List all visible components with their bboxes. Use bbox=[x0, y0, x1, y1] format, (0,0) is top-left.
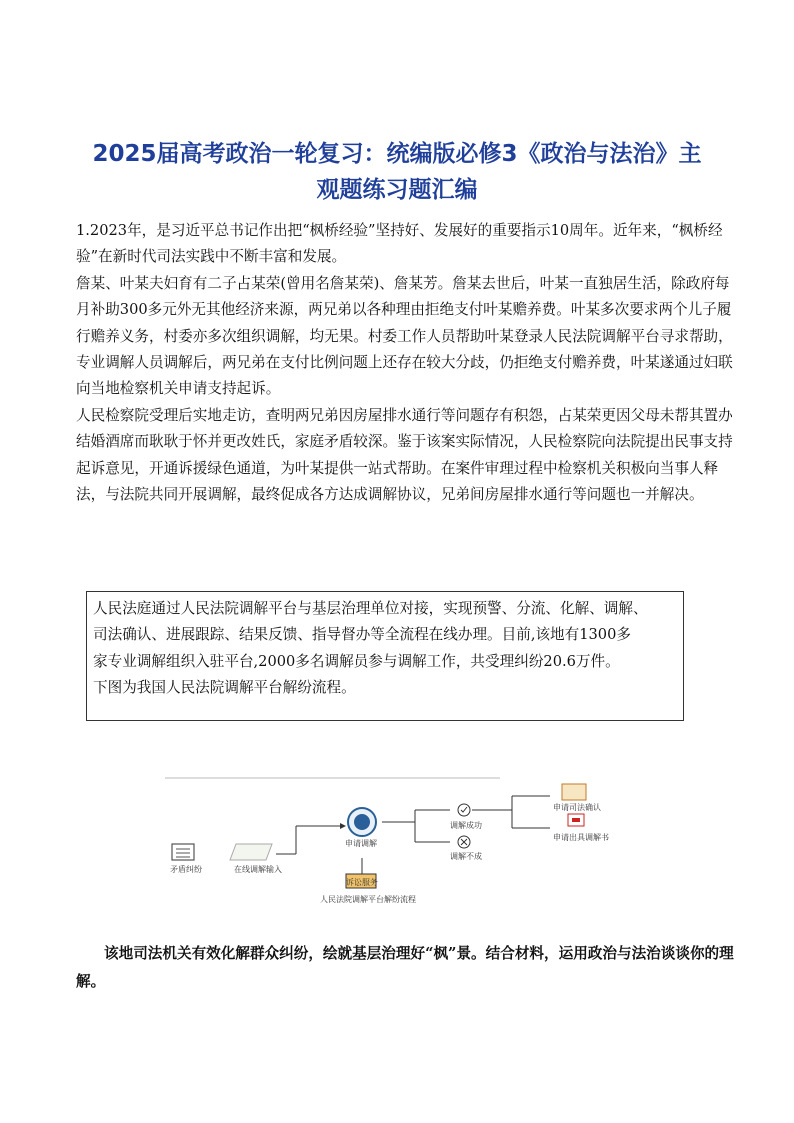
title-line-2: 观题练习题汇编 bbox=[316, 177, 478, 203]
label-book: 申请出具调解书 bbox=[553, 833, 609, 842]
material-box bbox=[86, 591, 684, 721]
mediation-flow-diagram bbox=[150, 770, 650, 920]
online-input-shape bbox=[230, 844, 272, 860]
paragraph: 詹某、叶某夫妇育有二子占某荣(曾用名詹某荣)、詹某芳。詹某去世后，叶某一直独居生活，除政府每月补助300多元外无其他经济来源，两兄弟以各种理由拒绝支付叶某赡养费。叶某多次要求两个儿子履行赡养义务，村委亦多次组织调解，均无果。村委工作人员帮助叶某登录人民法院调解平台寻求帮助，专业调解人员调解后，两兄弟在支付比例问题上还存在较大分歧，仍拒绝支付赡养费，叶某遂通过妇联向当地检察机关申请支持起诉。 bbox=[76, 274, 733, 398]
book-icon bbox=[562, 784, 586, 800]
box-line: 人民法庭通过人民法院调解平台与基层治理单位对接，实现预警、分流、化解、调解、 bbox=[93, 600, 648, 617]
label-confirm: 申请司法确认 bbox=[553, 803, 601, 812]
document-red-icon bbox=[568, 814, 584, 826]
court-emblem-icon bbox=[348, 808, 376, 836]
label-success: 调解成功 bbox=[450, 821, 482, 830]
material-body bbox=[76, 218, 744, 508]
label-start: 矛盾纠纷 bbox=[170, 865, 202, 874]
label-center: 诉讼服务 bbox=[346, 878, 378, 887]
label-apply: 申请调解 bbox=[345, 839, 377, 848]
page-title bbox=[40, 136, 754, 208]
success-icon bbox=[458, 804, 470, 816]
title-line-1: 2025届高考政治一轮复习：统编版必修3《政治与法治》主 bbox=[92, 141, 702, 167]
box-line: 家专业调解组织入驻平台,2000多名调解员参与调解工作，共受理纠纷20.6万件。 bbox=[93, 652, 620, 670]
document-icon bbox=[172, 844, 194, 860]
paragraph: 人民检察院受理后实地走访，查明两兄弟因房屋排水通行等问题存有积怨，占某荣更因父母未帮其置办结婚酒席而耿耿于怀并更改姓氏，家庭矛盾较深。鉴于该案实际情况，人民检察院向法院提出民事支持起诉意见，开通诉援绿色通道，为叶某提供一站式帮助。在案件审理过程中检察机关积极向当事人释法，与法院共同开展调解，最终促成各方达成调解协议，兄弟间房屋排水通行等问题也一并解决。 bbox=[76, 406, 733, 504]
box-line: 下图为我国人民法院调解平台解纷流程。 bbox=[93, 679, 356, 697]
box-line: 司法确认、进展跟踪、结果反馈、指导督办等全流程在线办理。目前,该地有1300多 bbox=[93, 626, 631, 644]
question-text: 该地司法机关有效化解群众纠纷，绘就基层治理好“枫”景。结合材料，运用政治与法治谈谈你的理解。 bbox=[76, 945, 734, 990]
label-caption: 人民法院调解平台解纷流程 bbox=[320, 895, 416, 904]
label-online: 在线调解输入 bbox=[234, 865, 282, 874]
fail-icon bbox=[458, 836, 470, 848]
label-fail: 调解不成 bbox=[450, 852, 482, 861]
paragraph: 1.2023年，是习近平总书记作出把“枫桥经验”坚持好、发展好的重要指示10周年。近年来，“枫桥经验”在新时代司法实践中不断丰富和发展。 bbox=[76, 222, 723, 266]
